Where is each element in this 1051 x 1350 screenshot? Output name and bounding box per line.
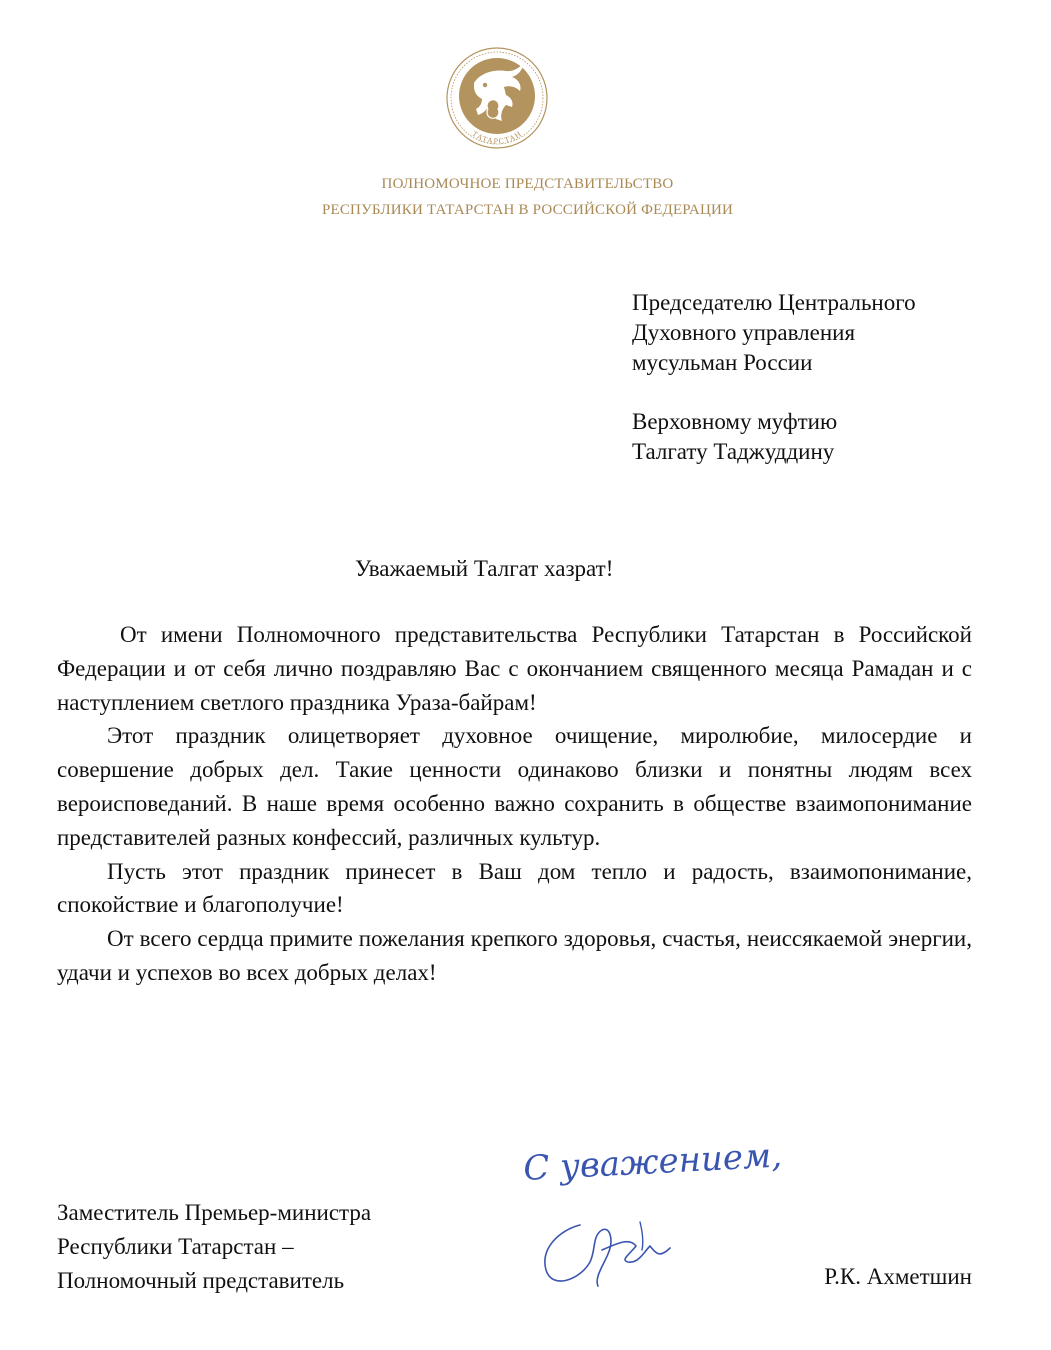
- addressee-line: мусульман России: [632, 350, 813, 375]
- tatarstan-emblem-icon: [444, 45, 550, 157]
- paragraph: От всего сердца примите пожелания крепкого здоровья, счастья, неиссякаемой энергии, удачи и успехов во всех добрых делах!: [57, 926, 972, 985]
- addressee-line: Верховному муфтию: [632, 409, 838, 434]
- signatory-title: [57, 1196, 371, 1298]
- signatory-title-line: Полномочный представитель: [57, 1268, 345, 1293]
- org-name-line-1: ПОЛНОМОЧНОЕ ПРЕДСТАВИТЕЛЬСТВО: [381, 176, 674, 192]
- addressee-line: Духовного управления: [632, 320, 856, 345]
- addressee-block: [632, 288, 916, 467]
- emblem-ring-text: ТАТАРСТАН: [470, 128, 524, 146]
- salutation: Уважаемый Талгат хазрат!: [355, 556, 614, 581]
- handwritten-note: С уважением,: [522, 1135, 783, 1189]
- org-name-line-2: РЕСПУБЛИКИ ТАТАРСТАН В РОССИЙСКОЙ ФЕДЕРАЦИИ: [321, 202, 734, 218]
- handwritten-signature: [510, 1130, 850, 1300]
- signatory-title-line: Заместитель Премьер-министра: [57, 1200, 372, 1225]
- letter-body: [57, 618, 972, 990]
- signatory-title-line: Республики Татарстан –: [57, 1234, 294, 1259]
- addressee-line: Председателю Центрального: [632, 290, 916, 315]
- signatory-name: Р.К. Ахметшин: [824, 1264, 972, 1289]
- addressee-line: Талгату Таджуддину: [632, 439, 835, 464]
- paragraph: От имени Полномочного представительства Республики Татарстан в Российской Федерации и от себя лично поздравляю Вас с окончанием священного месяца Рамадан и с наступлением светлого праздника Ураза-байрам!: [57, 622, 972, 715]
- paragraph: Пусть этот праздник принесет в Ваш дом тепло и радость, взаимопонимание, спокойствие и благополучие!: [57, 858, 972, 918]
- paragraph: Этот праздник олицетворяет духовное очищение, миролюбие, милосердие и совершение добрых дел. Такие ценности одинаково близки и понятны людям всех вероисповеданий. В наше время особенно важно сохранить в обществе взаимопонимание представителей разных конфессий, различных культур.: [57, 723, 972, 850]
